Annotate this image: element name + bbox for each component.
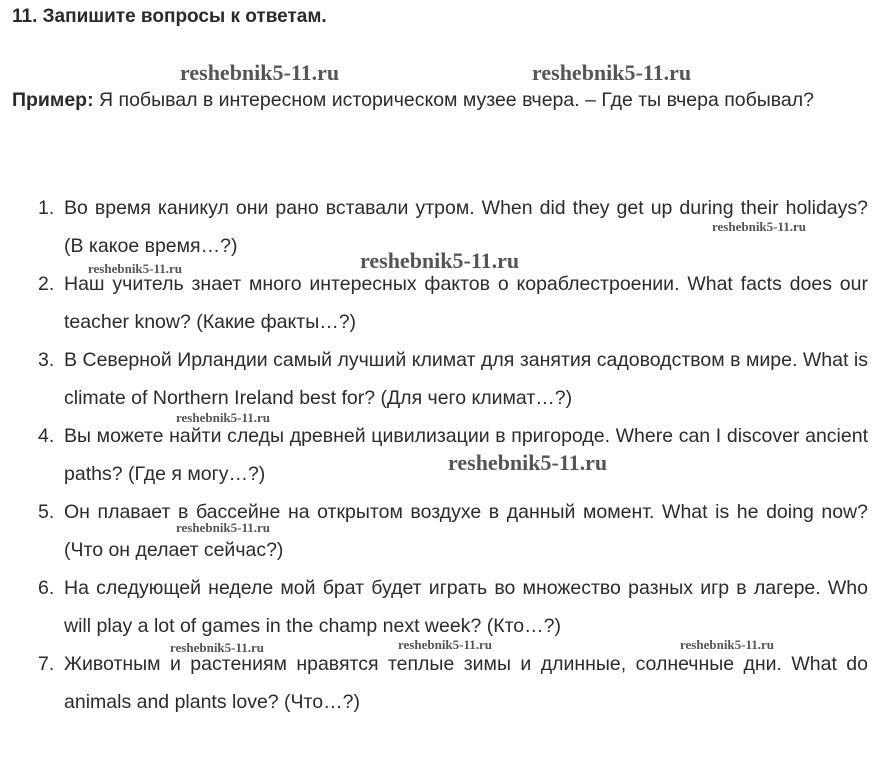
task-text: Наш учитель знает много интересных фактов о кораблестроении. What facts does our teacher know? (Какие факты…?) (64, 273, 868, 333)
task-text: Животным и растениям нравятся теплые зимы и длинные, солнечные дни. What do animals and plants love? (Что…?) (64, 653, 868, 713)
task-text: На следующей неделе мой брат будет играть во множество разных игр в лагере. Who will play a lot of games in the champ next week? (Кто…?) (64, 577, 868, 637)
watermark: reshebnik5-11.ru (176, 410, 271, 425)
task-number: 7. (38, 653, 55, 675)
task-item (0, 189, 868, 265)
task-text: Вы можете найти следы древней цивилизации в пригороде. Where can I discover ancient paths? (Где я могу…?) (64, 425, 868, 485)
example-text: Я побывал в интересном историческом музее вчера. – Где ты вчера побывал? (93, 89, 814, 111)
task-item (0, 569, 868, 645)
watermark: reshebnik5-11.ru (170, 640, 265, 655)
watermark: reshebnik5-11.ru (712, 219, 807, 234)
example-label: Пример: (12, 89, 94, 111)
watermark: reshebnik5-11.ru (532, 60, 692, 85)
task-number: 3. (38, 349, 55, 371)
task-text: Он плавает в бассейне на открытом воздухе в данный момент. What is he doing now? (Что он делает сейчас?) (64, 501, 868, 561)
watermark: reshebnik5-11.ru (448, 450, 608, 475)
task-item (0, 493, 868, 569)
task-number: 5. (38, 501, 55, 523)
task-number: 2. (38, 273, 55, 295)
task-text: В Северной Ирландии самый лучший климат для занятия садоводством в мире. What is climate of Northern Ireland best for? (Для чего климат…?) (64, 349, 868, 409)
task-number: 1. (38, 197, 55, 219)
watermark: reshebnik5-11.ru (88, 261, 183, 276)
task-list (0, 189, 881, 721)
task-item (0, 417, 868, 493)
example-paragraph (12, 81, 868, 119)
task-item (0, 341, 868, 417)
task-number: 6. (38, 577, 55, 599)
watermark: reshebnik5-11.ru (398, 637, 493, 652)
watermark: reshebnik5-11.ru (180, 60, 340, 85)
task-item (0, 645, 868, 721)
watermark: reshebnik5-11.ru (360, 248, 520, 273)
watermark: reshebnik5-11.ru (680, 637, 775, 652)
exercise-heading: 11. Запишите вопросы к ответам. (12, 6, 327, 27)
task-text: Во время каникул они рано вставали утром. When did they get up during their holidays? (В какое время…?) (64, 197, 868, 257)
watermark: reshebnik5-11.ru (176, 520, 271, 535)
task-item (0, 265, 868, 341)
task-number: 4. (38, 425, 55, 447)
